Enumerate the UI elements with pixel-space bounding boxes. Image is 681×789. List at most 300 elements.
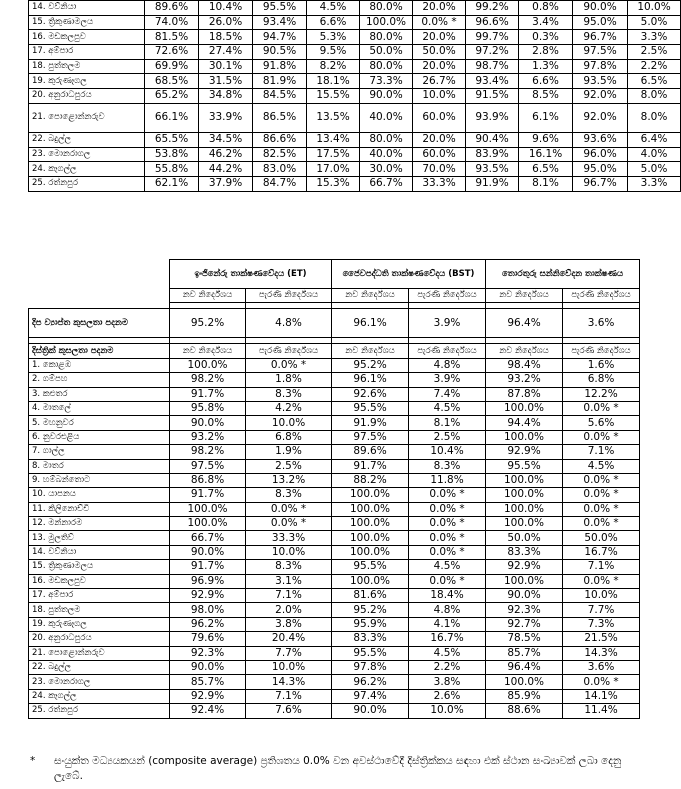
- percent-cell: 100.0%: [332, 574, 409, 588]
- percent-cell: 20.0%: [413, 132, 466, 147]
- island-label: දිප ව්‍යාප්ත කුසලතා පදනම: [29, 309, 170, 338]
- percent-cell: 53.8%: [145, 147, 199, 162]
- percent-cell: 93.4%: [466, 74, 519, 89]
- district-name: 10. යාපනය: [29, 488, 170, 502]
- district-name: 14. වව්නියා: [29, 1, 145, 16]
- table-row: [29, 473, 640, 487]
- percent-cell: 33.3%: [246, 531, 332, 545]
- percent-cell: 60.0%: [413, 147, 466, 162]
- percent-cell: 30.1%: [199, 59, 253, 74]
- percent-cell: 2.2%: [409, 660, 486, 674]
- percent-cell: 0.0% *: [246, 502, 332, 516]
- percent-cell: 96.9%: [170, 574, 246, 588]
- percent-cell: 97.5%: [573, 45, 628, 60]
- percent-cell: 96.1%: [332, 373, 409, 387]
- percent-cell: 92.9%: [170, 589, 246, 603]
- table-row: [29, 502, 640, 516]
- percent-cell: 8.3%: [246, 387, 332, 401]
- group-header-row: [29, 260, 640, 289]
- table-row: [29, 660, 640, 674]
- percent-cell: 0.0% *: [563, 473, 640, 487]
- district-name: 20. අනුරාධපුරය: [29, 632, 170, 646]
- island-value: 4.8%: [246, 309, 332, 338]
- table-row: [29, 358, 640, 372]
- percent-cell: 3.8%: [246, 617, 332, 631]
- percent-cell: 90.0%: [573, 1, 628, 16]
- island-row: [29, 309, 640, 338]
- percent-cell: 100.0%: [170, 502, 246, 516]
- percent-cell: 98.4%: [486, 358, 563, 372]
- percent-cell: 0.0% *: [563, 430, 640, 444]
- table-row: [29, 132, 681, 147]
- percent-cell: 98.0%: [170, 603, 246, 617]
- percent-cell: 96.2%: [332, 675, 409, 689]
- percent-cell: 2.2%: [628, 59, 681, 74]
- percent-cell: 92.3%: [486, 603, 563, 617]
- group-header-bst: ජෛවපද්ධති තාක්ෂණවේදය (BST): [332, 260, 486, 289]
- percent-cell: 5.0%: [628, 15, 681, 30]
- sub-header-old: පැරණි නිර්දේශය: [246, 344, 332, 358]
- percent-cell: 97.8%: [332, 660, 409, 674]
- percent-cell: 3.6%: [563, 660, 640, 674]
- table-row: [29, 632, 640, 646]
- percent-cell: 31.5%: [199, 74, 253, 89]
- percent-cell: 6.5%: [628, 74, 681, 89]
- sub-header-old: පැරණි නිර්දේශය: [409, 289, 486, 303]
- percent-cell: 0.0% *: [563, 502, 640, 516]
- percent-cell: 95.5%: [486, 459, 563, 473]
- percent-cell: 72.6%: [145, 45, 199, 60]
- footnote: [30, 754, 630, 784]
- percent-cell: 8.5%: [519, 89, 573, 104]
- percent-cell: 20.0%: [413, 30, 466, 45]
- percent-cell: 55.8%: [145, 162, 199, 177]
- percent-cell: 93.4%: [253, 15, 307, 30]
- percent-cell: 95.8%: [170, 401, 246, 415]
- percent-cell: 20.0%: [413, 59, 466, 74]
- percent-cell: 92.9%: [486, 560, 563, 574]
- percent-cell: 0.0% *: [563, 517, 640, 531]
- percent-cell: 10.0%: [413, 89, 466, 104]
- percent-cell: 40.0%: [360, 147, 413, 162]
- percent-cell: 7.7%: [563, 603, 640, 617]
- percent-cell: 85.9%: [486, 689, 563, 703]
- table-row: [29, 401, 640, 415]
- percent-cell: 10.0%: [246, 545, 332, 559]
- percent-cell: 78.5%: [486, 632, 563, 646]
- percent-cell: 0.3%: [519, 30, 573, 45]
- percent-cell: 0.0% *: [246, 517, 332, 531]
- district-name: 4. මාතලේ: [29, 401, 170, 415]
- percent-cell: 93.9%: [466, 103, 519, 132]
- percent-cell: 7.1%: [563, 445, 640, 459]
- percent-cell: 100.0%: [486, 430, 563, 444]
- percent-cell: 93.6%: [573, 132, 628, 147]
- percent-cell: 91.8%: [253, 59, 307, 74]
- percent-cell: 2.0%: [246, 603, 332, 617]
- district-name: 19. කුරුණෑගල: [29, 617, 170, 631]
- table-row: [29, 560, 640, 574]
- table-row: [29, 387, 640, 401]
- percent-cell: 100.0%: [486, 401, 563, 415]
- district-name: 25. රත්නපුර: [29, 176, 145, 191]
- percent-cell: 0.0% *: [563, 401, 640, 415]
- percent-cell: 6.8%: [563, 373, 640, 387]
- percent-cell: 86.6%: [253, 132, 307, 147]
- district-name: 1. කොළඹ: [29, 358, 170, 372]
- percent-cell: 6.6%: [519, 74, 573, 89]
- group-header-ict: තොරතුරු සන්නිවේදන තාක්ෂණය: [486, 260, 640, 289]
- percent-cell: 6.8%: [246, 430, 332, 444]
- percent-cell: 81.9%: [253, 74, 307, 89]
- district-name: 11. කිලිනොච්චි: [29, 502, 170, 516]
- percent-cell: 7.1%: [246, 589, 332, 603]
- percent-cell: 18.5%: [199, 30, 253, 45]
- island-value: 3.6%: [563, 309, 640, 338]
- percent-cell: 88.2%: [332, 473, 409, 487]
- percent-cell: 83.0%: [253, 162, 307, 177]
- table-row: [29, 176, 681, 191]
- percent-cell: 96.0%: [573, 147, 628, 162]
- percent-cell: 0.0% *: [563, 574, 640, 588]
- table-row: [29, 1, 681, 16]
- percent-cell: 96.7%: [573, 176, 628, 191]
- percent-cell: 3.3%: [628, 30, 681, 45]
- district-name: 7. ගාල්ල: [29, 445, 170, 459]
- percent-cell: 5.6%: [563, 416, 640, 430]
- percent-cell: 10.0%: [628, 1, 681, 16]
- percent-cell: 21.5%: [563, 632, 640, 646]
- district-name: 14. වව්නියා: [29, 545, 170, 559]
- district-name: 6. නුවරඑළිය: [29, 430, 170, 444]
- percent-cell: 5.3%: [307, 30, 360, 45]
- percent-cell: 80.0%: [360, 1, 413, 16]
- percent-cell: 83.9%: [466, 147, 519, 162]
- percent-cell: 90.4%: [466, 132, 519, 147]
- table-row: [29, 147, 681, 162]
- district-name: 25. රත්නපුර: [29, 704, 170, 718]
- table-row: [29, 459, 640, 473]
- percent-cell: 95.9%: [332, 617, 409, 631]
- percent-cell: 0.0% *: [246, 358, 332, 372]
- percent-cell: 91.7%: [170, 488, 246, 502]
- percent-cell: 27.4%: [199, 45, 253, 60]
- percent-cell: 96.4%: [486, 660, 563, 674]
- percent-cell: 0.0% *: [409, 517, 486, 531]
- percent-cell: 95.5%: [332, 560, 409, 574]
- percent-cell: 8.2%: [307, 59, 360, 74]
- percent-cell: 92.0%: [573, 89, 628, 104]
- table-row: [29, 59, 681, 74]
- percent-cell: 13.2%: [246, 473, 332, 487]
- percent-cell: 80.0%: [360, 59, 413, 74]
- district-name: 20. අනුරාධපුරය: [29, 89, 145, 104]
- percent-cell: 84.7%: [253, 176, 307, 191]
- percent-cell: 0.0% *: [563, 675, 640, 689]
- table-row: [29, 531, 640, 545]
- sub-header-new: නව නිර්දේශය: [332, 344, 409, 358]
- table-row: [29, 617, 640, 631]
- percent-cell: 0.0% *: [409, 545, 486, 559]
- percent-cell: 93.2%: [170, 430, 246, 444]
- percent-cell: 0.8%: [519, 1, 573, 16]
- sub-header-old: පැරණි නිර්දේශය: [563, 289, 640, 303]
- percent-cell: 4.8%: [409, 603, 486, 617]
- percent-cell: 17.0%: [307, 162, 360, 177]
- table-row: [29, 545, 640, 559]
- sub-header-old: පැරණි නිර්දේශය: [246, 289, 332, 303]
- percent-cell: 85.7%: [170, 675, 246, 689]
- percent-cell: 33.9%: [199, 103, 253, 132]
- percent-cell: 91.9%: [466, 176, 519, 191]
- table-row: [29, 103, 681, 132]
- percent-cell: 4.5%: [409, 646, 486, 660]
- sub-header-new: නව නිර්දේශය: [332, 289, 409, 303]
- percent-cell: 74.0%: [145, 15, 199, 30]
- percent-cell: 100.0%: [486, 574, 563, 588]
- percent-cell: 7.7%: [246, 646, 332, 660]
- percent-cell: 100.0%: [170, 517, 246, 531]
- district-name: 19. කුරුණෑගල: [29, 74, 145, 89]
- district-name: 23. මොනරාගල: [29, 147, 145, 162]
- island-value: 95.2%: [170, 309, 246, 338]
- percent-cell: 7.3%: [563, 617, 640, 631]
- percent-cell: 83.3%: [486, 545, 563, 559]
- island-value: 96.4%: [486, 309, 563, 338]
- percent-cell: 91.7%: [332, 459, 409, 473]
- percent-cell: 6.6%: [307, 15, 360, 30]
- percent-cell: 2.8%: [519, 45, 573, 60]
- percent-cell: 11.4%: [563, 704, 640, 718]
- sub-header-old: පැරණි නිර්දේශය: [409, 344, 486, 358]
- percent-cell: 95.5%: [253, 1, 307, 16]
- percent-cell: 50.0%: [563, 531, 640, 545]
- district-name: 2. ගම්පහ: [29, 373, 170, 387]
- percent-cell: 13.5%: [307, 103, 360, 132]
- percent-cell: 8.0%: [628, 89, 681, 104]
- percent-cell: 95.0%: [573, 162, 628, 177]
- percent-cell: 98.2%: [170, 445, 246, 459]
- blank-cell: [29, 260, 170, 289]
- percent-cell: 3.3%: [628, 176, 681, 191]
- percent-cell: 94.4%: [486, 416, 563, 430]
- district-name: 15. ත්‍රිකුණාමලය: [29, 560, 170, 574]
- percent-cell: 18.4%: [409, 589, 486, 603]
- percent-cell: 50.0%: [413, 45, 466, 60]
- percent-cell: 90.0%: [360, 89, 413, 104]
- percent-cell: 2.6%: [409, 689, 486, 703]
- district-name: 3. කළුතර: [29, 387, 170, 401]
- district-name: 12. මන්නාරම: [29, 517, 170, 531]
- percent-cell: 85.7%: [486, 646, 563, 660]
- percent-cell: 66.1%: [145, 103, 199, 132]
- percent-cell: 4.5%: [409, 560, 486, 574]
- percent-cell: 44.2%: [199, 162, 253, 177]
- percent-cell: 79.6%: [170, 632, 246, 646]
- table-row: [29, 30, 681, 45]
- percent-cell: 100.0%: [486, 488, 563, 502]
- percent-cell: 11.8%: [409, 473, 486, 487]
- percent-cell: 7.4%: [409, 387, 486, 401]
- percent-cell: 100.0%: [486, 675, 563, 689]
- table-row: [29, 45, 681, 60]
- percent-cell: 86.5%: [253, 103, 307, 132]
- percent-cell: 8.1%: [519, 176, 573, 191]
- district-name: 18. පුත්තලම: [29, 603, 170, 617]
- percent-cell: 17.5%: [307, 147, 360, 162]
- percent-cell: 4.8%: [409, 358, 486, 372]
- percent-cell: 0.0% *: [409, 531, 486, 545]
- percent-cell: 93.5%: [573, 74, 628, 89]
- percent-cell: 68.5%: [145, 74, 199, 89]
- percent-cell: 66.7%: [170, 531, 246, 545]
- percent-cell: 20.4%: [246, 632, 332, 646]
- percent-cell: 100.0%: [486, 517, 563, 531]
- percent-cell: 69.9%: [145, 59, 199, 74]
- percent-cell: 100.0%: [170, 358, 246, 372]
- percent-cell: 82.5%: [253, 147, 307, 162]
- percent-cell: 93.2%: [486, 373, 563, 387]
- percent-cell: 3.8%: [409, 675, 486, 689]
- percent-cell: 95.5%: [332, 401, 409, 415]
- percent-cell: 97.5%: [332, 430, 409, 444]
- percent-cell: 90.0%: [170, 545, 246, 559]
- percent-cell: 70.0%: [413, 162, 466, 177]
- percent-cell: 100.0%: [332, 502, 409, 516]
- percent-cell: 9.5%: [307, 45, 360, 60]
- sub-header-new: නව නිර්දේශය: [170, 344, 246, 358]
- sub-header-row: [29, 289, 640, 303]
- percent-cell: 88.6%: [486, 704, 563, 718]
- percent-cell: 0.0% *: [409, 574, 486, 588]
- table-row: [29, 689, 640, 703]
- percent-cell: 46.2%: [199, 147, 253, 162]
- percent-cell: 91.7%: [170, 387, 246, 401]
- percent-cell: 8.1%: [409, 416, 486, 430]
- island-value: 96.1%: [332, 309, 409, 338]
- percent-cell: 4.5%: [409, 401, 486, 415]
- percent-cell: 66.7%: [360, 176, 413, 191]
- percent-cell: 100.0%: [332, 545, 409, 559]
- percent-cell: 6.5%: [519, 162, 573, 177]
- percent-cell: 93.5%: [466, 162, 519, 177]
- percent-cell: 5.0%: [628, 162, 681, 177]
- percent-cell: 0.0% *: [413, 15, 466, 30]
- percent-cell: 13.4%: [307, 132, 360, 147]
- percent-cell: 34.8%: [199, 89, 253, 104]
- percent-cell: 100.0%: [332, 531, 409, 545]
- percent-cell: 7.1%: [563, 560, 640, 574]
- percent-cell: 26.0%: [199, 15, 253, 30]
- percent-cell: 26.7%: [413, 74, 466, 89]
- percent-cell: 2.5%: [628, 45, 681, 60]
- district-name: 9. හම්බන්තොට: [29, 473, 170, 487]
- percent-cell: 10.4%: [199, 1, 253, 16]
- percent-cell: 100.0%: [332, 517, 409, 531]
- table-row: [29, 517, 640, 531]
- district-name: 21. පොළොන්නරුව: [29, 103, 145, 132]
- percent-cell: 4.0%: [628, 147, 681, 162]
- sub-header-old: පැරණි නිර්දේශය: [563, 344, 640, 358]
- percent-cell: 10.0%: [409, 704, 486, 718]
- percent-cell: 6.4%: [628, 132, 681, 147]
- percent-cell: 97.2%: [466, 45, 519, 60]
- percent-cell: 100.0%: [332, 488, 409, 502]
- percent-cell: 92.9%: [486, 445, 563, 459]
- percent-cell: 92.6%: [332, 387, 409, 401]
- percent-cell: 0.0% *: [409, 488, 486, 502]
- percent-cell: 14.3%: [246, 675, 332, 689]
- percent-cell: 37.9%: [199, 176, 253, 191]
- percent-cell: 10.0%: [563, 589, 640, 603]
- percent-cell: 94.7%: [253, 30, 307, 45]
- district-name: 22. බදුල්ල: [29, 660, 170, 674]
- percent-cell: 16.1%: [519, 147, 573, 162]
- percent-cell: 1.8%: [246, 373, 332, 387]
- percent-cell: 7.6%: [246, 704, 332, 718]
- district-name: 8. මාතර: [29, 459, 170, 473]
- percent-cell: 97.4%: [332, 689, 409, 703]
- percent-cell: 10.0%: [246, 660, 332, 674]
- percent-cell: 0.0% *: [409, 502, 486, 516]
- percent-cell: 20.0%: [413, 1, 466, 16]
- percent-cell: 95.2%: [332, 358, 409, 372]
- table-row: [29, 589, 640, 603]
- district-name: 24. කෑගල්ල: [29, 162, 145, 177]
- percent-cell: 65.2%: [145, 89, 199, 104]
- percent-cell: 90.0%: [486, 589, 563, 603]
- percent-cell: 8.3%: [409, 459, 486, 473]
- percent-cell: 95.0%: [573, 15, 628, 30]
- percent-cell: 7.1%: [246, 689, 332, 703]
- district-name: 18. පුත්තලම: [29, 59, 145, 74]
- footnote-star: *: [30, 755, 36, 767]
- percent-cell: 18.1%: [307, 74, 360, 89]
- district-name: 22. බදුල්ල: [29, 132, 145, 147]
- subject-results-table: [28, 259, 640, 719]
- percent-cell: 91.9%: [332, 416, 409, 430]
- percent-cell: 99.7%: [466, 30, 519, 45]
- percent-cell: 80.0%: [360, 132, 413, 147]
- table-row: [29, 430, 640, 444]
- district-name: 16. මඩකලපුව: [29, 574, 170, 588]
- percent-cell: 8.3%: [246, 488, 332, 502]
- footnote-text: සංයුක්ත මධ්‍යයකයන් (composite average) ප්‍රතිශතය 0.0% වන අවස්ථාවේදී දිස්ත්‍රික්කය සඳහා එක් ස්ථාන සංඛ්‍යාවක් ලබා දෙනු ලැබේ.: [54, 755, 622, 782]
- percent-cell: 97.8%: [573, 59, 628, 74]
- percent-cell: 3.1%: [246, 574, 332, 588]
- table-row: [29, 373, 640, 387]
- percent-cell: 4.2%: [246, 401, 332, 415]
- table-row: [29, 74, 681, 89]
- percent-cell: 15.5%: [307, 89, 360, 104]
- district-name: 15. ත්‍රිකුණාමලය: [29, 15, 145, 30]
- percent-cell: 90.0%: [332, 704, 409, 718]
- percent-cell: 99.2%: [466, 1, 519, 16]
- percent-cell: 92.0%: [573, 103, 628, 132]
- percent-cell: 89.6%: [332, 445, 409, 459]
- percent-cell: 91.5%: [466, 89, 519, 104]
- percent-cell: 4.1%: [409, 617, 486, 631]
- district-name: 17. අම්පාර: [29, 589, 170, 603]
- percent-cell: 92.4%: [170, 704, 246, 718]
- group-header-et: ඉංජිනේරු තාක්ෂණවේදය (ET): [170, 260, 332, 289]
- percent-cell: 3.9%: [409, 373, 486, 387]
- table-row: [29, 574, 640, 588]
- percent-cell: 62.1%: [145, 176, 199, 191]
- percent-cell: 95.2%: [332, 603, 409, 617]
- percent-cell: 14.1%: [563, 689, 640, 703]
- percent-cell: 98.2%: [170, 373, 246, 387]
